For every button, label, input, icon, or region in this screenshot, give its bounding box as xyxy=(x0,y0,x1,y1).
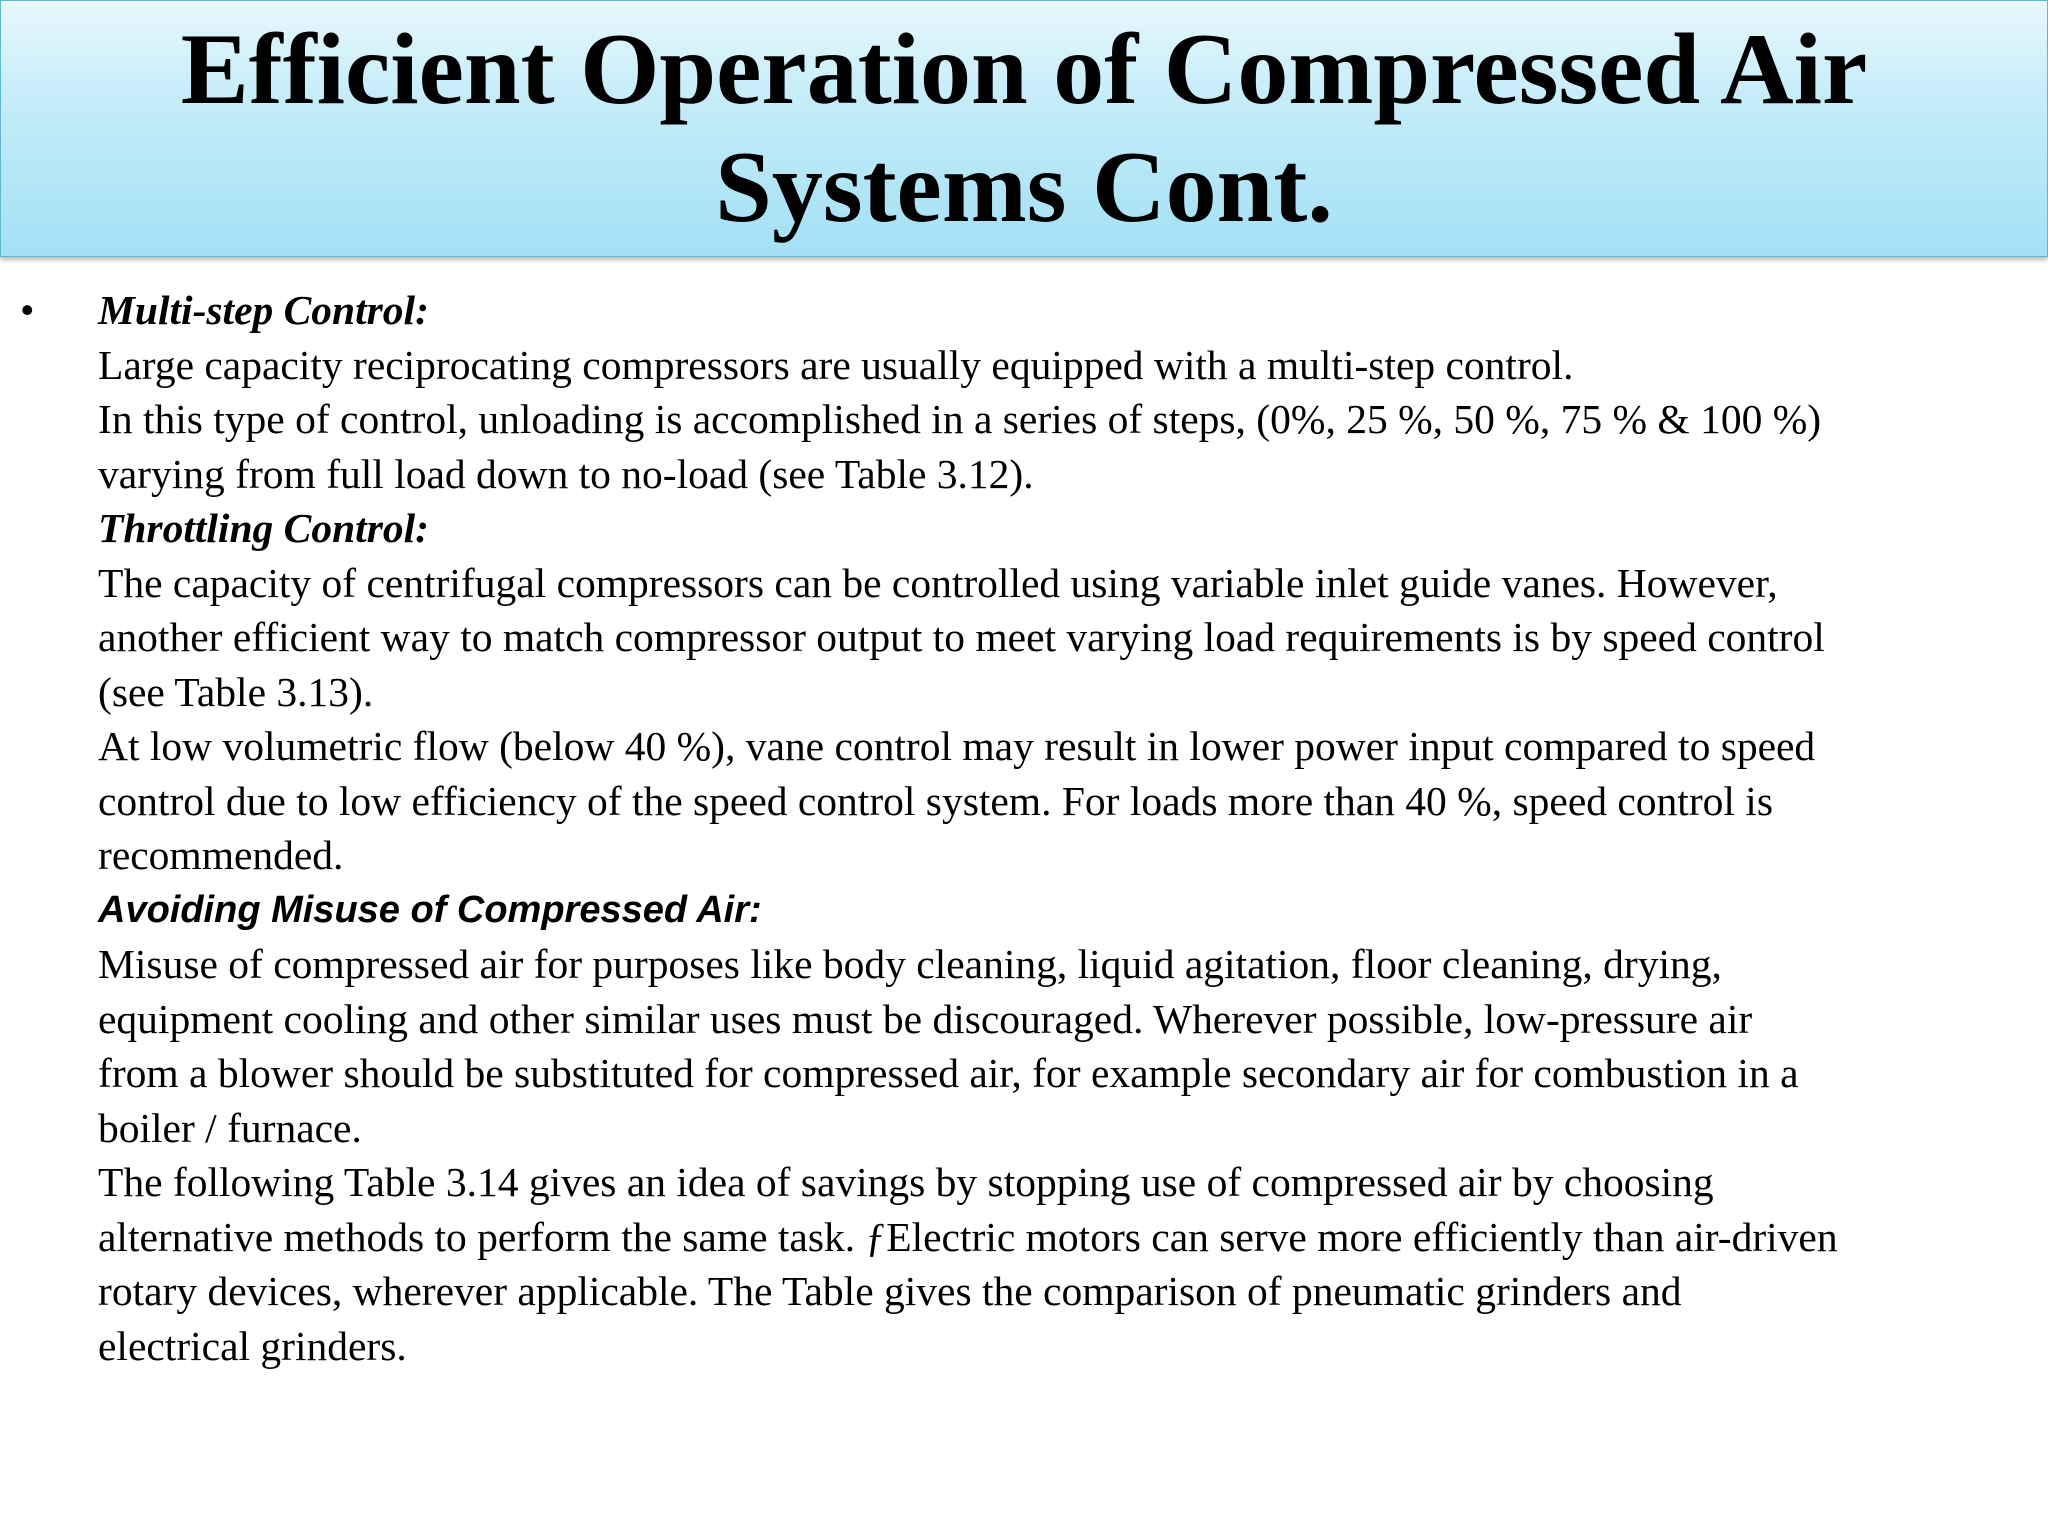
paragraph-line: Large capacity reciprocating compressors are usually equipped with a multi-step control. xyxy=(98,341,1574,388)
paragraph-line: boiler / furnace. xyxy=(98,1104,362,1151)
paragraph-line: The following Table 3.14 gives an idea of savings by stopping use of compressed air by choosing xyxy=(98,1159,1714,1205)
paragraph-line: alternative methods to perform the same task. ƒElectric motors can serve more efficiently than air-driven xyxy=(98,1213,1838,1260)
bullet-content xyxy=(98,283,2038,1373)
title-line-2: Systems Cont. xyxy=(715,130,1333,244)
paragraph-line: recommended. xyxy=(98,832,344,878)
paragraph-line: from a blower should be substituted for compressed air, for example secondary air for combustion in a xyxy=(98,1050,1799,1096)
title-line-1: Efficient Operation of Compressed Air xyxy=(180,12,1868,126)
paragraph-line: electrical grinders. xyxy=(98,1322,407,1369)
paragraph-line: control due to low efficiency of the speed control system. For loads more than 40 %, speed control is xyxy=(98,777,1773,824)
paragraph-line: In this type of control, unloading is accomplished in a series of steps, (0%, 25 %, 50 %, 75 % & 100 %) xyxy=(98,396,1822,442)
slide-body xyxy=(0,283,2048,1373)
paragraph-line: The capacity of centrifugal compressors can be controlled using variable inlet guide vanes. However, xyxy=(98,559,1778,606)
paragraph-line: equipment cooling and other similar uses must be discouraged. Wherever possible, low-pressure air xyxy=(98,995,1753,1042)
paragraph-line: rotary devices, wherever applicable. The Table gives the comparison of pneumatic grinders and xyxy=(98,1268,1682,1314)
paragraph-line: (see Table 3.13). xyxy=(98,668,374,715)
bullet-marker: • xyxy=(20,287,35,333)
paragraph-line: another efficient way to match compressor output to meet varying load requirements is by speed control xyxy=(98,614,1825,660)
paragraph-line: Misuse of compressed air for purposes like body cleaning, liquid agitation, floor cleaning, drying, xyxy=(98,941,1722,987)
title-banner xyxy=(0,0,2048,257)
section-heading-throttling: Throttling Control: xyxy=(98,505,429,551)
slide-title xyxy=(74,11,1974,247)
paragraph-line: At low volumetric flow (below 40 %), vane control may result in lower power input compared to speed xyxy=(98,723,1816,769)
section-heading-misuse: Avoiding Misuse of Compressed Air: xyxy=(98,888,762,931)
section-heading-multistep: Multi-step Control: xyxy=(98,287,429,333)
paragraph-line: varying from full load down to no-load (see Table 3.12). xyxy=(98,450,1034,497)
